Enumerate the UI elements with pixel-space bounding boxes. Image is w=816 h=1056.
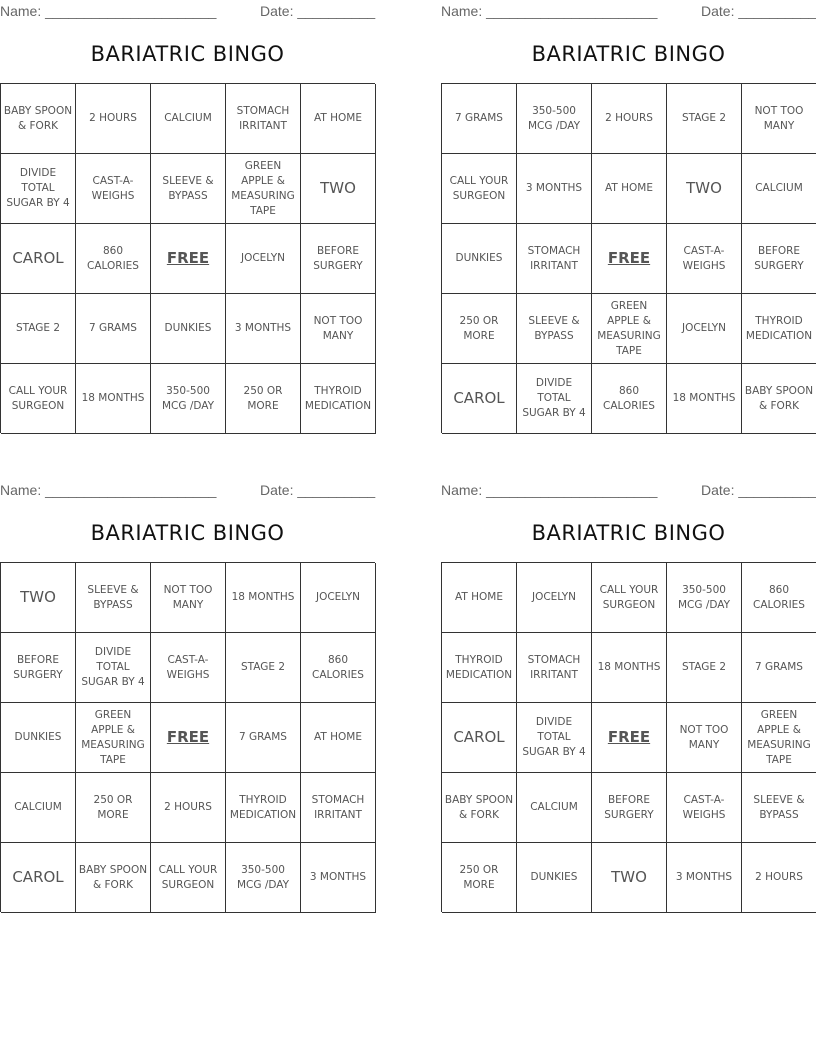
- bingo-cell: 2 HOURS: [76, 84, 151, 154]
- bingo-cell: 860 CALORIES: [592, 364, 667, 434]
- bingo-cell: 860 CALORIES: [742, 563, 816, 633]
- bingo-cell: 7 GRAMS: [742, 633, 816, 703]
- bingo-cell: 350-500 MCG /DAY: [667, 563, 742, 633]
- bingo-card-3: [0, 479, 375, 912]
- bingo-cell: SLEEVE & BYPASS: [76, 563, 151, 633]
- free-space-cell: FREE: [592, 703, 667, 773]
- bingo-cell: 350-500 MCG /DAY: [151, 364, 226, 434]
- bingo-cell: 2 HOURS: [151, 773, 226, 843]
- bingo-cell: 3 MONTHS: [517, 154, 592, 224]
- bingo-cell: AT HOME: [301, 703, 376, 773]
- bingo-cell: JOCELYN: [301, 563, 376, 633]
- bingo-cell: CALL YOUR SURGEON: [151, 843, 226, 913]
- bingo-cell: TWO: [1, 563, 76, 633]
- bingo-cell: BEFORE SURGERY: [592, 773, 667, 843]
- bingo-cell: BABY SPOON & FORK: [442, 773, 517, 843]
- bingo-cell: AT HOME: [592, 154, 667, 224]
- bingo-cell: 18 MONTHS: [226, 563, 301, 633]
- bingo-cell: STAGE 2: [667, 633, 742, 703]
- bingo-card-1: [0, 0, 375, 433]
- bingo-cell: THYROID MEDICATION: [301, 364, 376, 434]
- bingo-grid: [0, 562, 375, 912]
- bingo-cell: TWO: [301, 154, 376, 224]
- bingo-cell: JOCELYN: [226, 224, 301, 294]
- bingo-cell: STAGE 2: [226, 633, 301, 703]
- bingo-cell: 18 MONTHS: [76, 364, 151, 434]
- bingo-cell: JOCELYN: [517, 563, 592, 633]
- bingo-card-2: [441, 0, 816, 433]
- bingo-cell: BEFORE SURGERY: [1, 633, 76, 703]
- bingo-cell: CAROL: [1, 843, 76, 913]
- bingo-cell: STOMACH IRRITANT: [301, 773, 376, 843]
- card-title: BARIATRIC BINGO: [90, 521, 285, 545]
- bingo-cell: CAST-A-WEIGHS: [667, 773, 742, 843]
- bingo-cell: 3 MONTHS: [667, 843, 742, 913]
- bingo-cell: CAROL: [442, 364, 517, 434]
- bingo-cell: DUNKIES: [517, 843, 592, 913]
- bingo-cell: SLEEVE & BYPASS: [517, 294, 592, 364]
- bingo-cell: AT HOME: [442, 563, 517, 633]
- bingo-cell: GREEN APPLE & MEASURING TAPE: [742, 703, 816, 773]
- bingo-cell: DIVIDE TOTAL SUGAR BY 4: [1, 154, 76, 224]
- free-space-cell: FREE: [151, 703, 226, 773]
- bingo-cell: NOT TOO MANY: [667, 703, 742, 773]
- date-line: Date: __________: [260, 482, 376, 498]
- bingo-cell: GREEN APPLE & MEASURING TAPE: [592, 294, 667, 364]
- name-line: Name: ______________________: [441, 482, 658, 498]
- bingo-grid: [0, 83, 375, 433]
- bingo-cell: CALCIUM: [151, 84, 226, 154]
- bingo-cell: NOT TOO MANY: [151, 563, 226, 633]
- bingo-cell: 350-500 MCG /DAY: [226, 843, 301, 913]
- bingo-cell: STOMACH IRRITANT: [226, 84, 301, 154]
- bingo-cell: DUNKIES: [442, 224, 517, 294]
- bingo-cell: CALCIUM: [517, 773, 592, 843]
- bingo-cell: CAROL: [442, 703, 517, 773]
- bingo-cell: DIVIDE TOTAL SUGAR BY 4: [517, 364, 592, 434]
- date-line: Date: __________: [701, 482, 816, 498]
- bingo-cell: 7 GRAMS: [226, 703, 301, 773]
- bingo-cell: 3 MONTHS: [301, 843, 376, 913]
- date-line: Date: __________: [260, 3, 376, 19]
- bingo-cell: STAGE 2: [1, 294, 76, 364]
- bingo-cell: BABY SPOON & FORK: [76, 843, 151, 913]
- bingo-cell: BEFORE SURGERY: [742, 224, 816, 294]
- bingo-cell: TWO: [592, 843, 667, 913]
- bingo-cell: CAST-A-WEIGHS: [76, 154, 151, 224]
- bingo-cell: THYROID MEDICATION: [442, 633, 517, 703]
- bingo-cell: 2 HOURS: [742, 843, 816, 913]
- bingo-cell: CAROL: [1, 224, 76, 294]
- bingo-cell: GREEN APPLE & MEASURING TAPE: [76, 703, 151, 773]
- bingo-cell: 250 OR MORE: [442, 294, 517, 364]
- bingo-cell: 7 GRAMS: [76, 294, 151, 364]
- bingo-cell: SLEEVE & BYPASS: [742, 773, 816, 843]
- name-line: Name: ______________________: [441, 3, 658, 19]
- bingo-cell: STAGE 2: [667, 84, 742, 154]
- bingo-cell: 250 OR MORE: [226, 364, 301, 434]
- card-title: BARIATRIC BINGO: [90, 42, 285, 66]
- bingo-cell: THYROID MEDICATION: [742, 294, 816, 364]
- bingo-cell: AT HOME: [301, 84, 376, 154]
- bingo-cell: JOCELYN: [667, 294, 742, 364]
- bingo-cell: BABY SPOON & FORK: [742, 364, 816, 434]
- bingo-cell: BEFORE SURGERY: [301, 224, 376, 294]
- bingo-cell: NOT TOO MANY: [301, 294, 376, 364]
- bingo-cell: 860 CALORIES: [301, 633, 376, 703]
- bingo-cell: 250 OR MORE: [442, 843, 517, 913]
- card-title: BARIATRIC BINGO: [531, 521, 726, 545]
- bingo-cell: TWO: [667, 154, 742, 224]
- card-title: BARIATRIC BINGO: [531, 42, 726, 66]
- date-line: Date: __________: [701, 3, 816, 19]
- free-space-cell: FREE: [592, 224, 667, 294]
- bingo-cell: SLEEVE & BYPASS: [151, 154, 226, 224]
- bingo-cell: THYROID MEDICATION: [226, 773, 301, 843]
- bingo-cell: 350-500 MCG /DAY: [517, 84, 592, 154]
- bingo-cell: STOMACH IRRITANT: [517, 633, 592, 703]
- bingo-cell: NOT TOO MANY: [742, 84, 816, 154]
- bingo-cell: DIVIDE TOTAL SUGAR BY 4: [517, 703, 592, 773]
- bingo-cell: DUNKIES: [151, 294, 226, 364]
- name-line: Name: ______________________: [0, 482, 217, 498]
- free-space-cell: FREE: [151, 224, 226, 294]
- name-line: Name: ______________________: [0, 3, 217, 19]
- bingo-cell: 2 HOURS: [592, 84, 667, 154]
- bingo-cell: 250 OR MORE: [76, 773, 151, 843]
- bingo-cell: CALCIUM: [1, 773, 76, 843]
- bingo-card-4: [441, 479, 816, 912]
- bingo-cell: CAST-A-WEIGHS: [667, 224, 742, 294]
- bingo-cell: 7 GRAMS: [442, 84, 517, 154]
- bingo-cell: DIVIDE TOTAL SUGAR BY 4: [76, 633, 151, 703]
- bingo-cell: BABY SPOON & FORK: [1, 84, 76, 154]
- bingo-cell: CALCIUM: [742, 154, 816, 224]
- bingo-cell: GREEN APPLE & MEASURING TAPE: [226, 154, 301, 224]
- bingo-cell: DUNKIES: [1, 703, 76, 773]
- bingo-grid: [441, 562, 816, 912]
- bingo-cell: CALL YOUR SURGEON: [592, 563, 667, 633]
- bingo-cell: CAST-A-WEIGHS: [151, 633, 226, 703]
- bingo-grid: [441, 83, 816, 433]
- bingo-cell: CALL YOUR SURGEON: [442, 154, 517, 224]
- bingo-cell: STOMACH IRRITANT: [517, 224, 592, 294]
- bingo-cell: CALL YOUR SURGEON: [1, 364, 76, 434]
- bingo-cell: 18 MONTHS: [592, 633, 667, 703]
- bingo-cell: 860 CALORIES: [76, 224, 151, 294]
- bingo-cell: 18 MONTHS: [667, 364, 742, 434]
- bingo-cell: 3 MONTHS: [226, 294, 301, 364]
